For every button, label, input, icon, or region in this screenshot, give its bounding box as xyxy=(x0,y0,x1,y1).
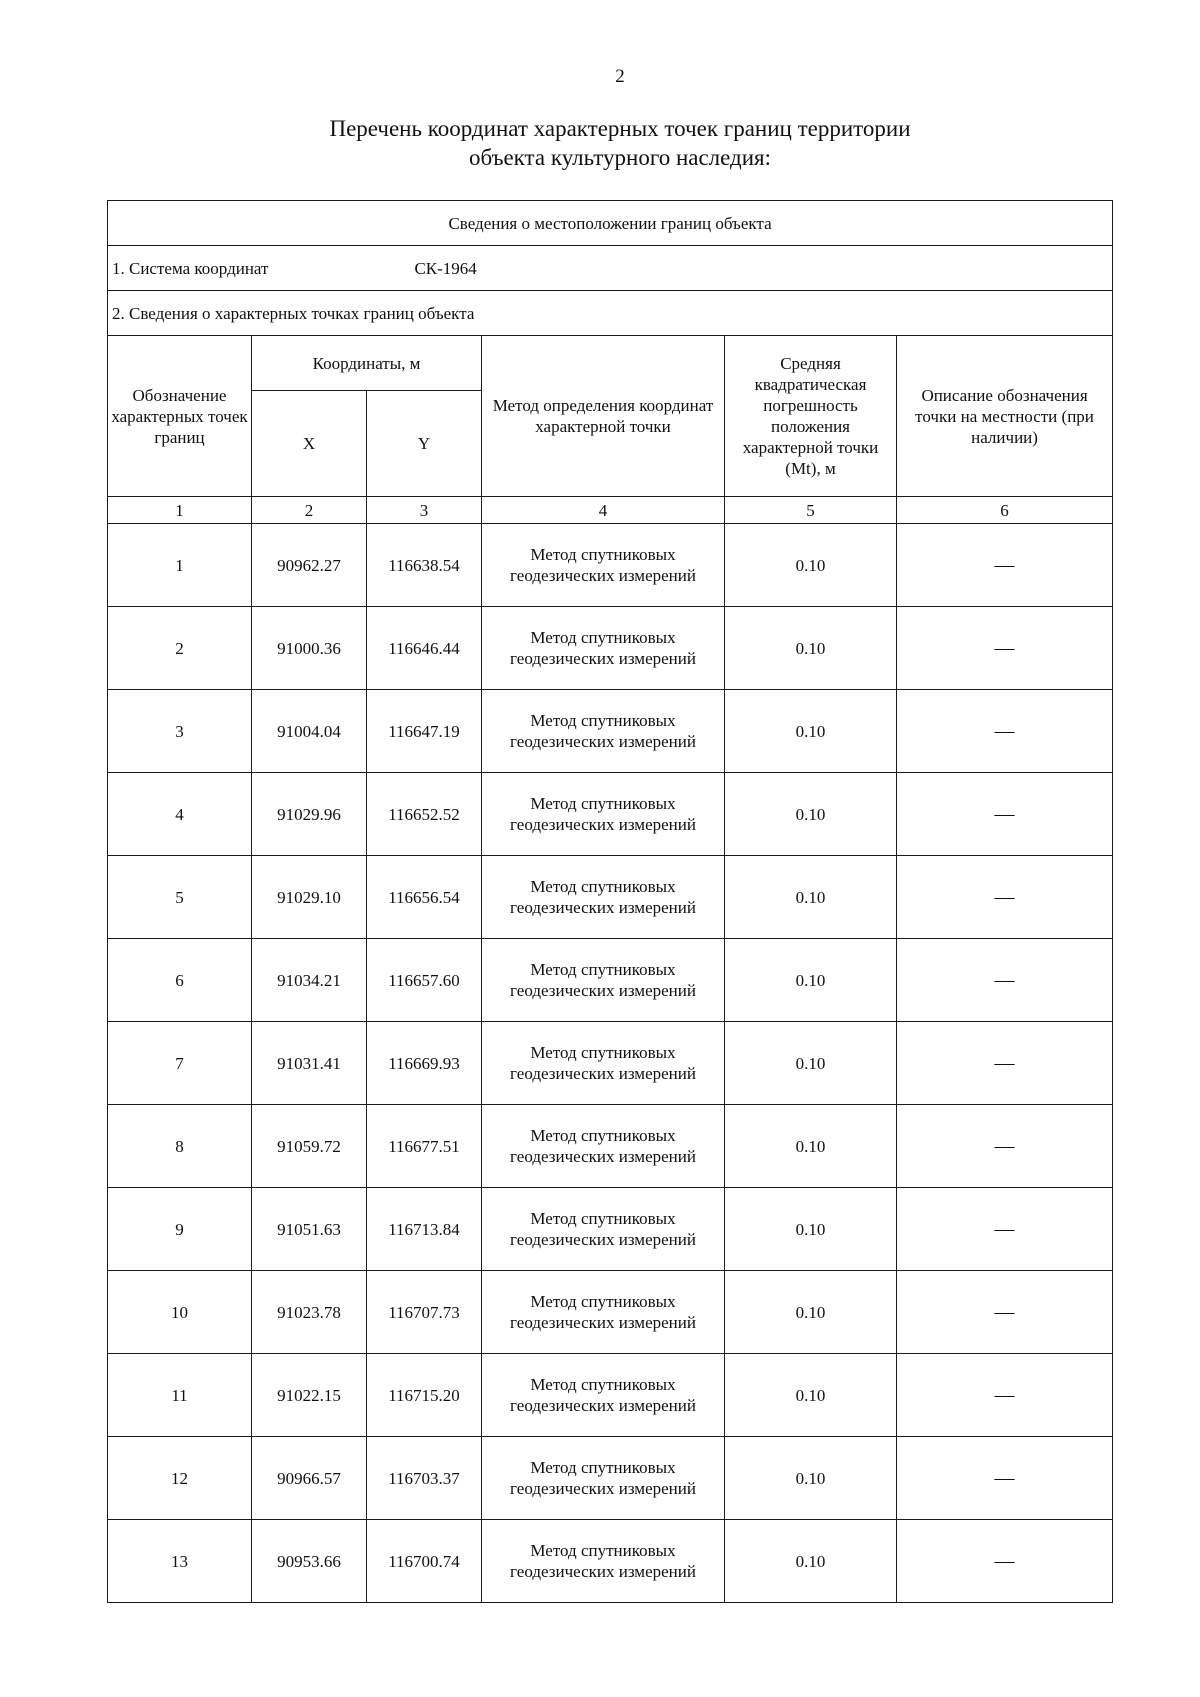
coord-system-label: 1. Система координат xyxy=(112,258,269,278)
method-line: геодезических измерений xyxy=(510,1230,696,1249)
coord-x: 90953.66 xyxy=(252,1520,367,1603)
table-row xyxy=(108,690,1113,773)
point-number: 13 xyxy=(108,1520,252,1603)
table-row xyxy=(108,1437,1113,1520)
point-description: — xyxy=(897,1022,1113,1105)
col-header-y: Y xyxy=(367,391,482,497)
method xyxy=(482,690,725,773)
point-description: — xyxy=(897,773,1113,856)
coord-x: 91059.72 xyxy=(252,1105,367,1188)
method xyxy=(482,1437,725,1520)
column-number: 6 xyxy=(897,497,1113,524)
mt-error: 0.10 xyxy=(725,524,897,607)
coord-y: 116638.54 xyxy=(367,524,482,607)
method xyxy=(482,1354,725,1437)
method-line: геодезических измерений xyxy=(510,1396,696,1415)
method xyxy=(482,773,725,856)
point-description: — xyxy=(897,1520,1113,1603)
method xyxy=(482,1271,725,1354)
method xyxy=(482,524,725,607)
method-line: геодезических измерений xyxy=(510,1147,696,1166)
method-line: Метод спутниковых xyxy=(530,1375,676,1394)
point-description: — xyxy=(897,939,1113,1022)
table-row xyxy=(108,1520,1113,1603)
point-number: 2 xyxy=(108,607,252,690)
method-line: геодезических измерений xyxy=(510,732,696,751)
point-number: 8 xyxy=(108,1105,252,1188)
column-number: 5 xyxy=(725,497,897,524)
coord-y: 116656.54 xyxy=(367,856,482,939)
method-line: Метод спутниковых xyxy=(530,1043,676,1062)
coordinates-table xyxy=(107,200,1113,1603)
method-line: Метод спутниковых xyxy=(530,711,676,730)
document-title-line-1: Перечень координат характерных точек границ территории xyxy=(329,116,911,141)
coord-x: 91000.36 xyxy=(252,607,367,690)
method xyxy=(482,1188,725,1271)
col-header-x: X xyxy=(252,391,367,497)
coord-y: 116713.84 xyxy=(367,1188,482,1271)
point-description: — xyxy=(897,1105,1113,1188)
point-number: 10 xyxy=(108,1271,252,1354)
document-title-line-2: объекта культурного наследия: xyxy=(468,145,772,170)
coord-y: 116646.44 xyxy=(367,607,482,690)
coord-x: 91051.63 xyxy=(252,1188,367,1271)
coord-x: 91029.96 xyxy=(252,773,367,856)
coord-x: 90966.57 xyxy=(252,1437,367,1520)
mt-error: 0.10 xyxy=(725,1437,897,1520)
method xyxy=(482,856,725,939)
table-row xyxy=(108,1105,1113,1188)
point-number: 3 xyxy=(108,690,252,773)
col-header-coordinates: Координаты, м xyxy=(252,336,482,391)
method-line: Метод спутниковых xyxy=(530,1209,676,1228)
coord-y: 116703.37 xyxy=(367,1437,482,1520)
point-description: — xyxy=(897,1271,1113,1354)
point-number: 4 xyxy=(108,773,252,856)
method xyxy=(482,1105,725,1188)
coord-y: 116647.19 xyxy=(367,690,482,773)
point-description: — xyxy=(897,690,1113,773)
method-line: геодезических измерений xyxy=(510,1064,696,1083)
column-number: 2 xyxy=(252,497,367,524)
column-number: 1 xyxy=(108,497,252,524)
mt-error: 0.10 xyxy=(725,1520,897,1603)
method-line: Метод спутниковых xyxy=(530,545,676,564)
coord-system-row xyxy=(108,246,1113,291)
method-line: Метод спутниковых xyxy=(530,877,676,896)
method xyxy=(482,1520,725,1603)
mt-error: 0.10 xyxy=(725,607,897,690)
table-row xyxy=(108,773,1113,856)
col-header-description: Описание обозначения точки на местности (при наличии) xyxy=(897,336,1113,497)
page-number: 2 xyxy=(615,66,625,87)
point-number: 12 xyxy=(108,1437,252,1520)
table-row xyxy=(108,856,1113,939)
point-description: — xyxy=(897,856,1113,939)
coord-x: 90962.27 xyxy=(252,524,367,607)
point-description: — xyxy=(897,607,1113,690)
mt-error: 0.10 xyxy=(725,1354,897,1437)
coord-y: 116652.52 xyxy=(367,773,482,856)
coord-x: 91029.10 xyxy=(252,856,367,939)
point-number: 1 xyxy=(108,524,252,607)
coord-y: 116677.51 xyxy=(367,1105,482,1188)
coord-y: 116715.20 xyxy=(367,1354,482,1437)
mt-error: 0.10 xyxy=(725,856,897,939)
coord-x: 91023.78 xyxy=(252,1271,367,1354)
coord-y: 116669.93 xyxy=(367,1022,482,1105)
coord-x: 91022.15 xyxy=(252,1354,367,1437)
point-number: 5 xyxy=(108,856,252,939)
table-row xyxy=(108,1188,1113,1271)
table-row xyxy=(108,1022,1113,1105)
point-number: 6 xyxy=(108,939,252,1022)
table-row xyxy=(108,1271,1113,1354)
mt-error: 0.10 xyxy=(725,1022,897,1105)
table-row xyxy=(108,524,1113,607)
method-line: геодезических измерений xyxy=(510,649,696,668)
mt-error: 0.10 xyxy=(725,690,897,773)
method-line: Метод спутниковых xyxy=(530,628,676,647)
method xyxy=(482,939,725,1022)
coord-y: 116657.60 xyxy=(367,939,482,1022)
point-description: — xyxy=(897,524,1113,607)
point-number: 7 xyxy=(108,1022,252,1105)
col-header-designation: Обозначение характерных точек границ xyxy=(108,336,252,497)
method-line: геодезических измерений xyxy=(510,815,696,834)
method xyxy=(482,607,725,690)
column-numbers-row xyxy=(108,497,1113,524)
point-number: 11 xyxy=(108,1354,252,1437)
method-line: геодезических измерений xyxy=(510,898,696,917)
coord-x: 91031.41 xyxy=(252,1022,367,1105)
points-header: 2. Сведения о характерных точках границ объекта xyxy=(108,291,1113,336)
table-row xyxy=(108,1354,1113,1437)
method-line: Метод спутниковых xyxy=(530,1458,676,1477)
method-line: Метод спутниковых xyxy=(530,1126,676,1145)
coord-x: 91004.04 xyxy=(252,690,367,773)
point-description: — xyxy=(897,1188,1113,1271)
coord-y: 116700.74 xyxy=(367,1520,482,1603)
document-title xyxy=(0,114,1200,172)
mt-error: 0.10 xyxy=(725,1271,897,1354)
point-description: — xyxy=(897,1437,1113,1520)
coord-y: 116707.73 xyxy=(367,1271,482,1354)
method-line: Метод спутниковых xyxy=(530,1541,676,1560)
method-line: геодезических измерений xyxy=(510,1562,696,1581)
table-row xyxy=(108,939,1113,1022)
method-line: Метод спутниковых xyxy=(530,960,676,979)
method xyxy=(482,1022,725,1105)
method-line: геодезических измерений xyxy=(510,981,696,1000)
mt-error: 0.10 xyxy=(725,939,897,1022)
mt-error: 0.10 xyxy=(725,773,897,856)
column-number: 3 xyxy=(367,497,482,524)
mt-error: 0.10 xyxy=(725,1188,897,1271)
method-line: Метод спутниковых xyxy=(530,1292,676,1311)
method-line: геодезических измерений xyxy=(510,1479,696,1498)
col-header-error: Средняя квадратическая погрешность положения характерной точки (Mt), м xyxy=(725,336,897,497)
coord-system-value: СК-1964 xyxy=(414,258,477,278)
coord-x: 91034.21 xyxy=(252,939,367,1022)
method-line: Метод спутниковых xyxy=(530,794,676,813)
table-row xyxy=(108,607,1113,690)
section-header: Сведения о местоположении границ объекта xyxy=(108,201,1113,246)
point-description: — xyxy=(897,1354,1113,1437)
mt-error: 0.10 xyxy=(725,1105,897,1188)
point-number: 9 xyxy=(108,1188,252,1271)
method-line: геодезических измерений xyxy=(510,1313,696,1332)
col-header-method: Метод определения координат характерной точки xyxy=(482,336,725,497)
method-line: геодезических измерений xyxy=(510,566,696,585)
column-number: 4 xyxy=(482,497,725,524)
